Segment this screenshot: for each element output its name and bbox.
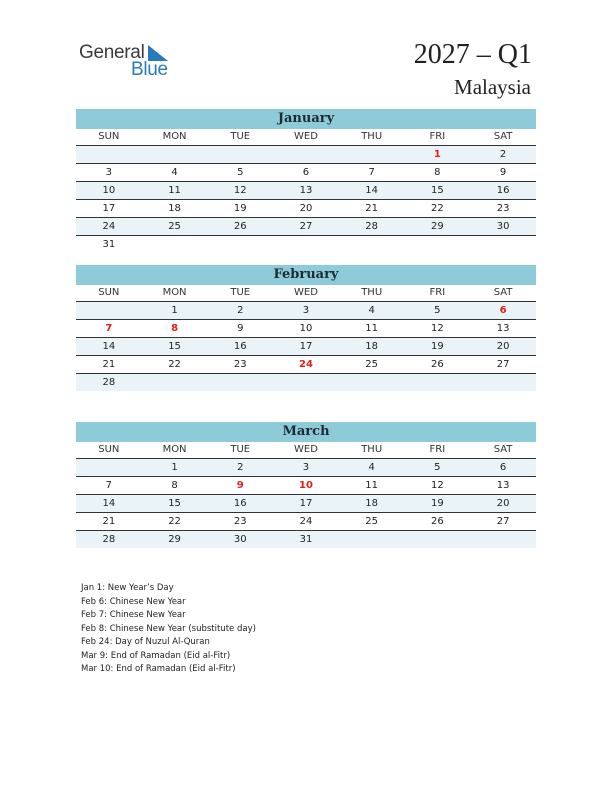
weekday-label: FRI bbox=[429, 131, 446, 142]
logo-word-blue: Blue bbox=[131, 59, 168, 80]
holiday-date-cell: 24 bbox=[299, 359, 313, 370]
date-cell: 16 bbox=[496, 185, 510, 196]
date-cell bbox=[405, 374, 471, 391]
date-cell: 21 bbox=[365, 203, 379, 214]
date-cell: 23 bbox=[496, 203, 510, 214]
date-cell: 11 bbox=[168, 185, 181, 196]
weekday-label: FRI bbox=[429, 444, 446, 455]
weekday-label: TUE bbox=[230, 444, 251, 455]
weekday-label: WED bbox=[294, 444, 318, 455]
date-cell: 11 bbox=[365, 480, 379, 491]
date-cell: 22 bbox=[168, 359, 181, 370]
date-cell: 24 bbox=[299, 516, 313, 527]
date-cell: 3 bbox=[105, 167, 113, 178]
date-cell: 20 bbox=[299, 203, 313, 214]
holiday-note: Feb 24: Day of Nuzul Al-Quran bbox=[81, 637, 210, 647]
date-cell: 26 bbox=[431, 359, 444, 370]
date-cell bbox=[207, 374, 273, 391]
date-cell: 12 bbox=[431, 480, 444, 491]
weekday-label: WED bbox=[294, 131, 318, 142]
week-row bbox=[76, 320, 536, 338]
date-cell: 5 bbox=[434, 462, 441, 473]
holiday-date-cell: 6 bbox=[499, 305, 507, 316]
weekday-label: TUE bbox=[230, 287, 251, 298]
date-cell: 8 bbox=[171, 480, 178, 491]
date-cell: 16 bbox=[233, 341, 247, 352]
weekday-label: MON bbox=[162, 287, 187, 298]
month-title: January bbox=[76, 109, 536, 129]
date-cell: 25 bbox=[365, 516, 379, 527]
week-row bbox=[76, 495, 536, 513]
date-cell: 28 bbox=[102, 534, 116, 545]
date-cell: 13 bbox=[299, 185, 313, 196]
weekday-label: WED bbox=[294, 287, 318, 298]
date-cell: 29 bbox=[431, 221, 444, 232]
date-cell: 5 bbox=[434, 305, 441, 316]
date-cell: 20 bbox=[496, 341, 510, 352]
date-cell bbox=[273, 374, 339, 391]
date-cell: 9 bbox=[237, 323, 244, 334]
week-row bbox=[76, 236, 536, 253]
holiday-date-cell: 10 bbox=[299, 480, 313, 491]
date-cell bbox=[273, 236, 339, 253]
weekday-label: TUE bbox=[230, 131, 251, 142]
date-cell: 13 bbox=[496, 480, 510, 491]
date-cell: 15 bbox=[431, 185, 444, 196]
date-cell: 30 bbox=[233, 534, 247, 545]
date-cell: 3 bbox=[302, 305, 310, 316]
date-cell: 4 bbox=[368, 305, 375, 316]
date-cell: 17 bbox=[299, 341, 313, 352]
date-cell: 8 bbox=[434, 167, 441, 178]
holiday-list bbox=[81, 582, 256, 677]
date-cell: 23 bbox=[233, 516, 247, 527]
date-cell bbox=[207, 146, 273, 163]
logo-word-general: General bbox=[79, 42, 145, 63]
weekday-label: THU bbox=[361, 131, 383, 142]
weekday-label: SAT bbox=[493, 131, 513, 142]
date-cell bbox=[339, 374, 405, 391]
date-cell bbox=[142, 374, 208, 391]
date-cell bbox=[339, 531, 405, 548]
week-row bbox=[76, 182, 536, 200]
date-cell bbox=[470, 374, 536, 391]
month-title: February bbox=[76, 265, 536, 285]
date-cell: 29 bbox=[168, 534, 181, 545]
week-row bbox=[76, 164, 536, 182]
date-cell: 9 bbox=[499, 167, 507, 178]
date-cell: 12 bbox=[431, 323, 444, 334]
week-row bbox=[76, 338, 536, 356]
date-cell: 26 bbox=[233, 221, 247, 232]
date-cell: 16 bbox=[233, 498, 247, 509]
date-cell: 14 bbox=[365, 185, 379, 196]
weekday-label: THU bbox=[361, 287, 383, 298]
date-cell: 30 bbox=[496, 221, 510, 232]
date-cell: 3 bbox=[302, 462, 310, 473]
date-cell: 18 bbox=[168, 203, 181, 214]
date-cell: 6 bbox=[302, 167, 310, 178]
weeks-container bbox=[76, 302, 536, 391]
date-cell bbox=[470, 531, 536, 548]
holiday-note: Feb 7: Chinese New Year bbox=[81, 610, 186, 620]
date-cell: 10 bbox=[299, 323, 313, 334]
page-title: 2027 – Q1 bbox=[413, 39, 532, 70]
weekday-header-row bbox=[76, 285, 536, 302]
date-cell: 27 bbox=[496, 359, 510, 370]
date-cell: 21 bbox=[102, 516, 116, 527]
date-cell: 14 bbox=[102, 498, 116, 509]
date-cell: 19 bbox=[233, 203, 247, 214]
date-cell: 27 bbox=[496, 516, 510, 527]
date-cell: 24 bbox=[102, 221, 116, 232]
date-cell: 2 bbox=[237, 305, 244, 316]
date-cell: 6 bbox=[499, 462, 507, 473]
date-cell: 11 bbox=[365, 323, 379, 334]
date-cell: 2 bbox=[237, 462, 244, 473]
date-cell: 27 bbox=[299, 221, 313, 232]
week-row bbox=[76, 374, 536, 391]
weekday-label: FRI bbox=[429, 287, 446, 298]
weeks-container bbox=[76, 459, 536, 548]
week-row bbox=[76, 459, 536, 477]
date-cell: 12 bbox=[233, 185, 247, 196]
date-cell: 5 bbox=[237, 167, 244, 178]
week-row bbox=[76, 146, 536, 164]
date-cell: 15 bbox=[168, 498, 181, 509]
date-cell: 25 bbox=[365, 359, 379, 370]
date-cell bbox=[76, 302, 142, 319]
date-cell bbox=[273, 146, 339, 163]
holiday-note: Jan 1: New Year’s Day bbox=[81, 583, 174, 593]
date-cell: 1 bbox=[171, 462, 178, 473]
month-calendar-march bbox=[76, 422, 536, 548]
week-row bbox=[76, 531, 536, 548]
date-cell: 22 bbox=[431, 203, 444, 214]
weekday-label: SAT bbox=[493, 287, 513, 298]
week-row bbox=[76, 477, 536, 495]
date-cell: 10 bbox=[102, 185, 116, 196]
date-cell: 20 bbox=[496, 498, 510, 509]
weeks-container bbox=[76, 146, 536, 253]
date-cell: 28 bbox=[102, 377, 116, 388]
date-cell bbox=[470, 236, 536, 253]
weekday-label: MON bbox=[162, 444, 187, 455]
weekday-header-row bbox=[76, 442, 536, 459]
date-cell: 22 bbox=[168, 516, 181, 527]
date-cell bbox=[339, 236, 405, 253]
date-cell: 7 bbox=[105, 480, 113, 491]
month-calendar-february bbox=[76, 265, 536, 391]
date-cell: 7 bbox=[368, 167, 375, 178]
date-cell bbox=[405, 236, 471, 253]
date-cell: 18 bbox=[365, 341, 379, 352]
weekday-label: THU bbox=[361, 444, 383, 455]
date-cell: 13 bbox=[496, 323, 510, 334]
date-cell: 31 bbox=[102, 239, 116, 250]
date-cell: 17 bbox=[102, 203, 116, 214]
weekday-label: SUN bbox=[98, 287, 120, 298]
holiday-date-cell: 1 bbox=[433, 149, 441, 160]
date-cell bbox=[76, 146, 142, 163]
date-cell: 26 bbox=[431, 516, 444, 527]
holiday-date-cell: 8 bbox=[171, 323, 179, 334]
date-cell: 21 bbox=[102, 359, 116, 370]
weekday-label: MON bbox=[162, 131, 187, 142]
generalblue-logo bbox=[79, 42, 189, 82]
date-cell: 17 bbox=[299, 498, 313, 509]
date-cell bbox=[76, 459, 142, 476]
holiday-date-cell: 9 bbox=[236, 480, 244, 491]
date-cell: 14 bbox=[102, 341, 116, 352]
date-cell: 18 bbox=[365, 498, 379, 509]
holiday-note: Feb 8: Chinese New Year (substitute day) bbox=[81, 623, 256, 634]
weekday-label: SAT bbox=[493, 444, 513, 455]
holiday-date-cell: 7 bbox=[105, 323, 113, 334]
date-cell bbox=[405, 531, 471, 548]
date-cell bbox=[207, 236, 273, 253]
holiday-note: Mar 10: End of Ramadan (Eid al-Fitr) bbox=[81, 664, 236, 674]
date-cell: 31 bbox=[299, 534, 313, 545]
holiday-note: Mar 9: End of Ramadan (Eid al-Fitr) bbox=[81, 650, 231, 661]
week-row bbox=[76, 302, 536, 320]
week-row bbox=[76, 218, 536, 236]
holiday-note: Feb 6: Chinese New Year bbox=[81, 596, 186, 607]
date-cell: 25 bbox=[168, 221, 181, 232]
date-cell: 28 bbox=[365, 221, 379, 232]
date-cell: 19 bbox=[431, 341, 444, 352]
date-cell: 23 bbox=[233, 359, 247, 370]
date-cell: 4 bbox=[171, 167, 178, 178]
weekday-header-row bbox=[76, 129, 536, 146]
date-cell: 2 bbox=[499, 149, 507, 160]
date-cell bbox=[142, 146, 208, 163]
date-cell: 1 bbox=[171, 305, 178, 316]
date-cell: 19 bbox=[431, 498, 444, 509]
week-row bbox=[76, 513, 536, 531]
weekday-label: SUN bbox=[98, 131, 120, 142]
date-cell: 4 bbox=[368, 462, 375, 473]
date-cell bbox=[339, 146, 405, 163]
month-calendar-january bbox=[76, 109, 536, 253]
week-row bbox=[76, 356, 536, 374]
country-name: Malaysia bbox=[454, 75, 531, 99]
weekday-label: SUN bbox=[98, 444, 120, 455]
week-row bbox=[76, 200, 536, 218]
date-cell bbox=[142, 236, 208, 253]
date-cell: 15 bbox=[168, 341, 181, 352]
month-title: March bbox=[76, 422, 536, 442]
